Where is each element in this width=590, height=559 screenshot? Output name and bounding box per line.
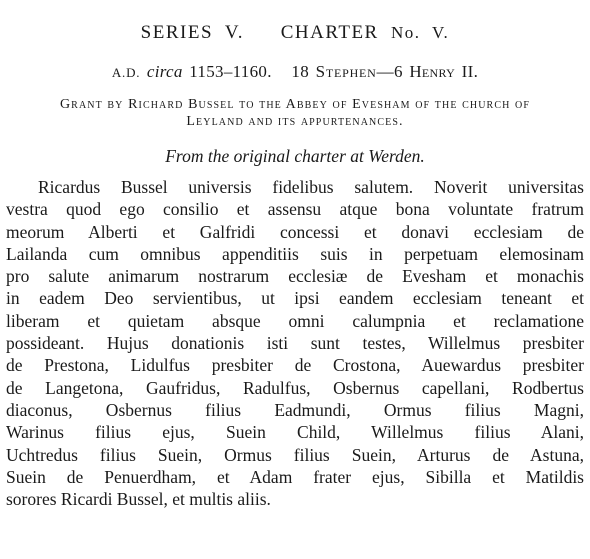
text-line: Uchtredus filius Suein, Ormus filius Suein, Arturus de Astuna, (6, 444, 584, 465)
grant-title-line-2: Leyland and its appurtenances. (186, 114, 404, 129)
text-line: meorum Alberti et Galfridi concessi et donavi ecclesiam de (6, 221, 584, 242)
reign-stephen-year: 18 (291, 62, 310, 81)
text-line: in eadem Deo servientibus, ut ipsi eandem ecclesiam teneant et (6, 288, 584, 309)
year-range: 1153–1160. (189, 62, 272, 81)
text-line: pro salute animarum nostrarum ecclesiæ de Evesham et monachis (6, 266, 584, 287)
text-line: sorores Ricardi Bussel, et multis aliis. (6, 489, 271, 510)
text-line: vestra quod ego consilio et assensu atque bona voluntate fratrum (6, 199, 584, 220)
charter-number: No. V. (391, 23, 450, 42)
charter-title: CHARTER (280, 22, 379, 43)
reign-stephen-name: Stephen (315, 62, 377, 81)
series-title: SERIES V. (140, 22, 244, 43)
reign-henry-year: 6 (393, 62, 403, 81)
charter-text (6, 176, 584, 510)
era-label: A.D. (111, 65, 141, 80)
text-line: Warinus filius ejus, Suein Child, Willelmus filius Alani, (6, 422, 584, 443)
text-line: diaconus, Osbernus filius Eadmundi, Ormus filius Magni, (6, 399, 584, 420)
text-line: liberam et quietam absque omni calumpnia et reclamatione (6, 310, 584, 331)
text-line: Ricardus Bussel universis fidelibus salutem. Noverit universitas (38, 177, 584, 197)
text-line: de Langetona, Gaufridus, Radulfus, Osbernus capellani, Rodbertus (6, 377, 584, 398)
text-line: Suein de Penuerdham, et Adam frater ejus, Sibilla et Matildis (6, 466, 584, 487)
grant-title-line-1: Grant by Richard Bussel to the Abbey of Evesham of the church of (59, 97, 531, 112)
grant-title (8, 96, 582, 130)
source-note: From the original charter at Werden. (165, 146, 425, 166)
text-line: de Prestona, Lidulfus presbiter de Crostona, Auewardus presbiter (6, 355, 584, 376)
reign-dash: — (376, 62, 394, 81)
series-heading (0, 22, 590, 44)
circa-label: circa (146, 62, 183, 81)
text-line: Lailanda cum omnibus appenditiis suis in perpetuam elemosinam (6, 243, 584, 264)
text-line: possideant. Hujus donationis isti sunt testes, Willelmus presbiter (6, 333, 584, 354)
date-line (0, 62, 590, 82)
reign-henry-name: Henry II. (409, 62, 479, 81)
